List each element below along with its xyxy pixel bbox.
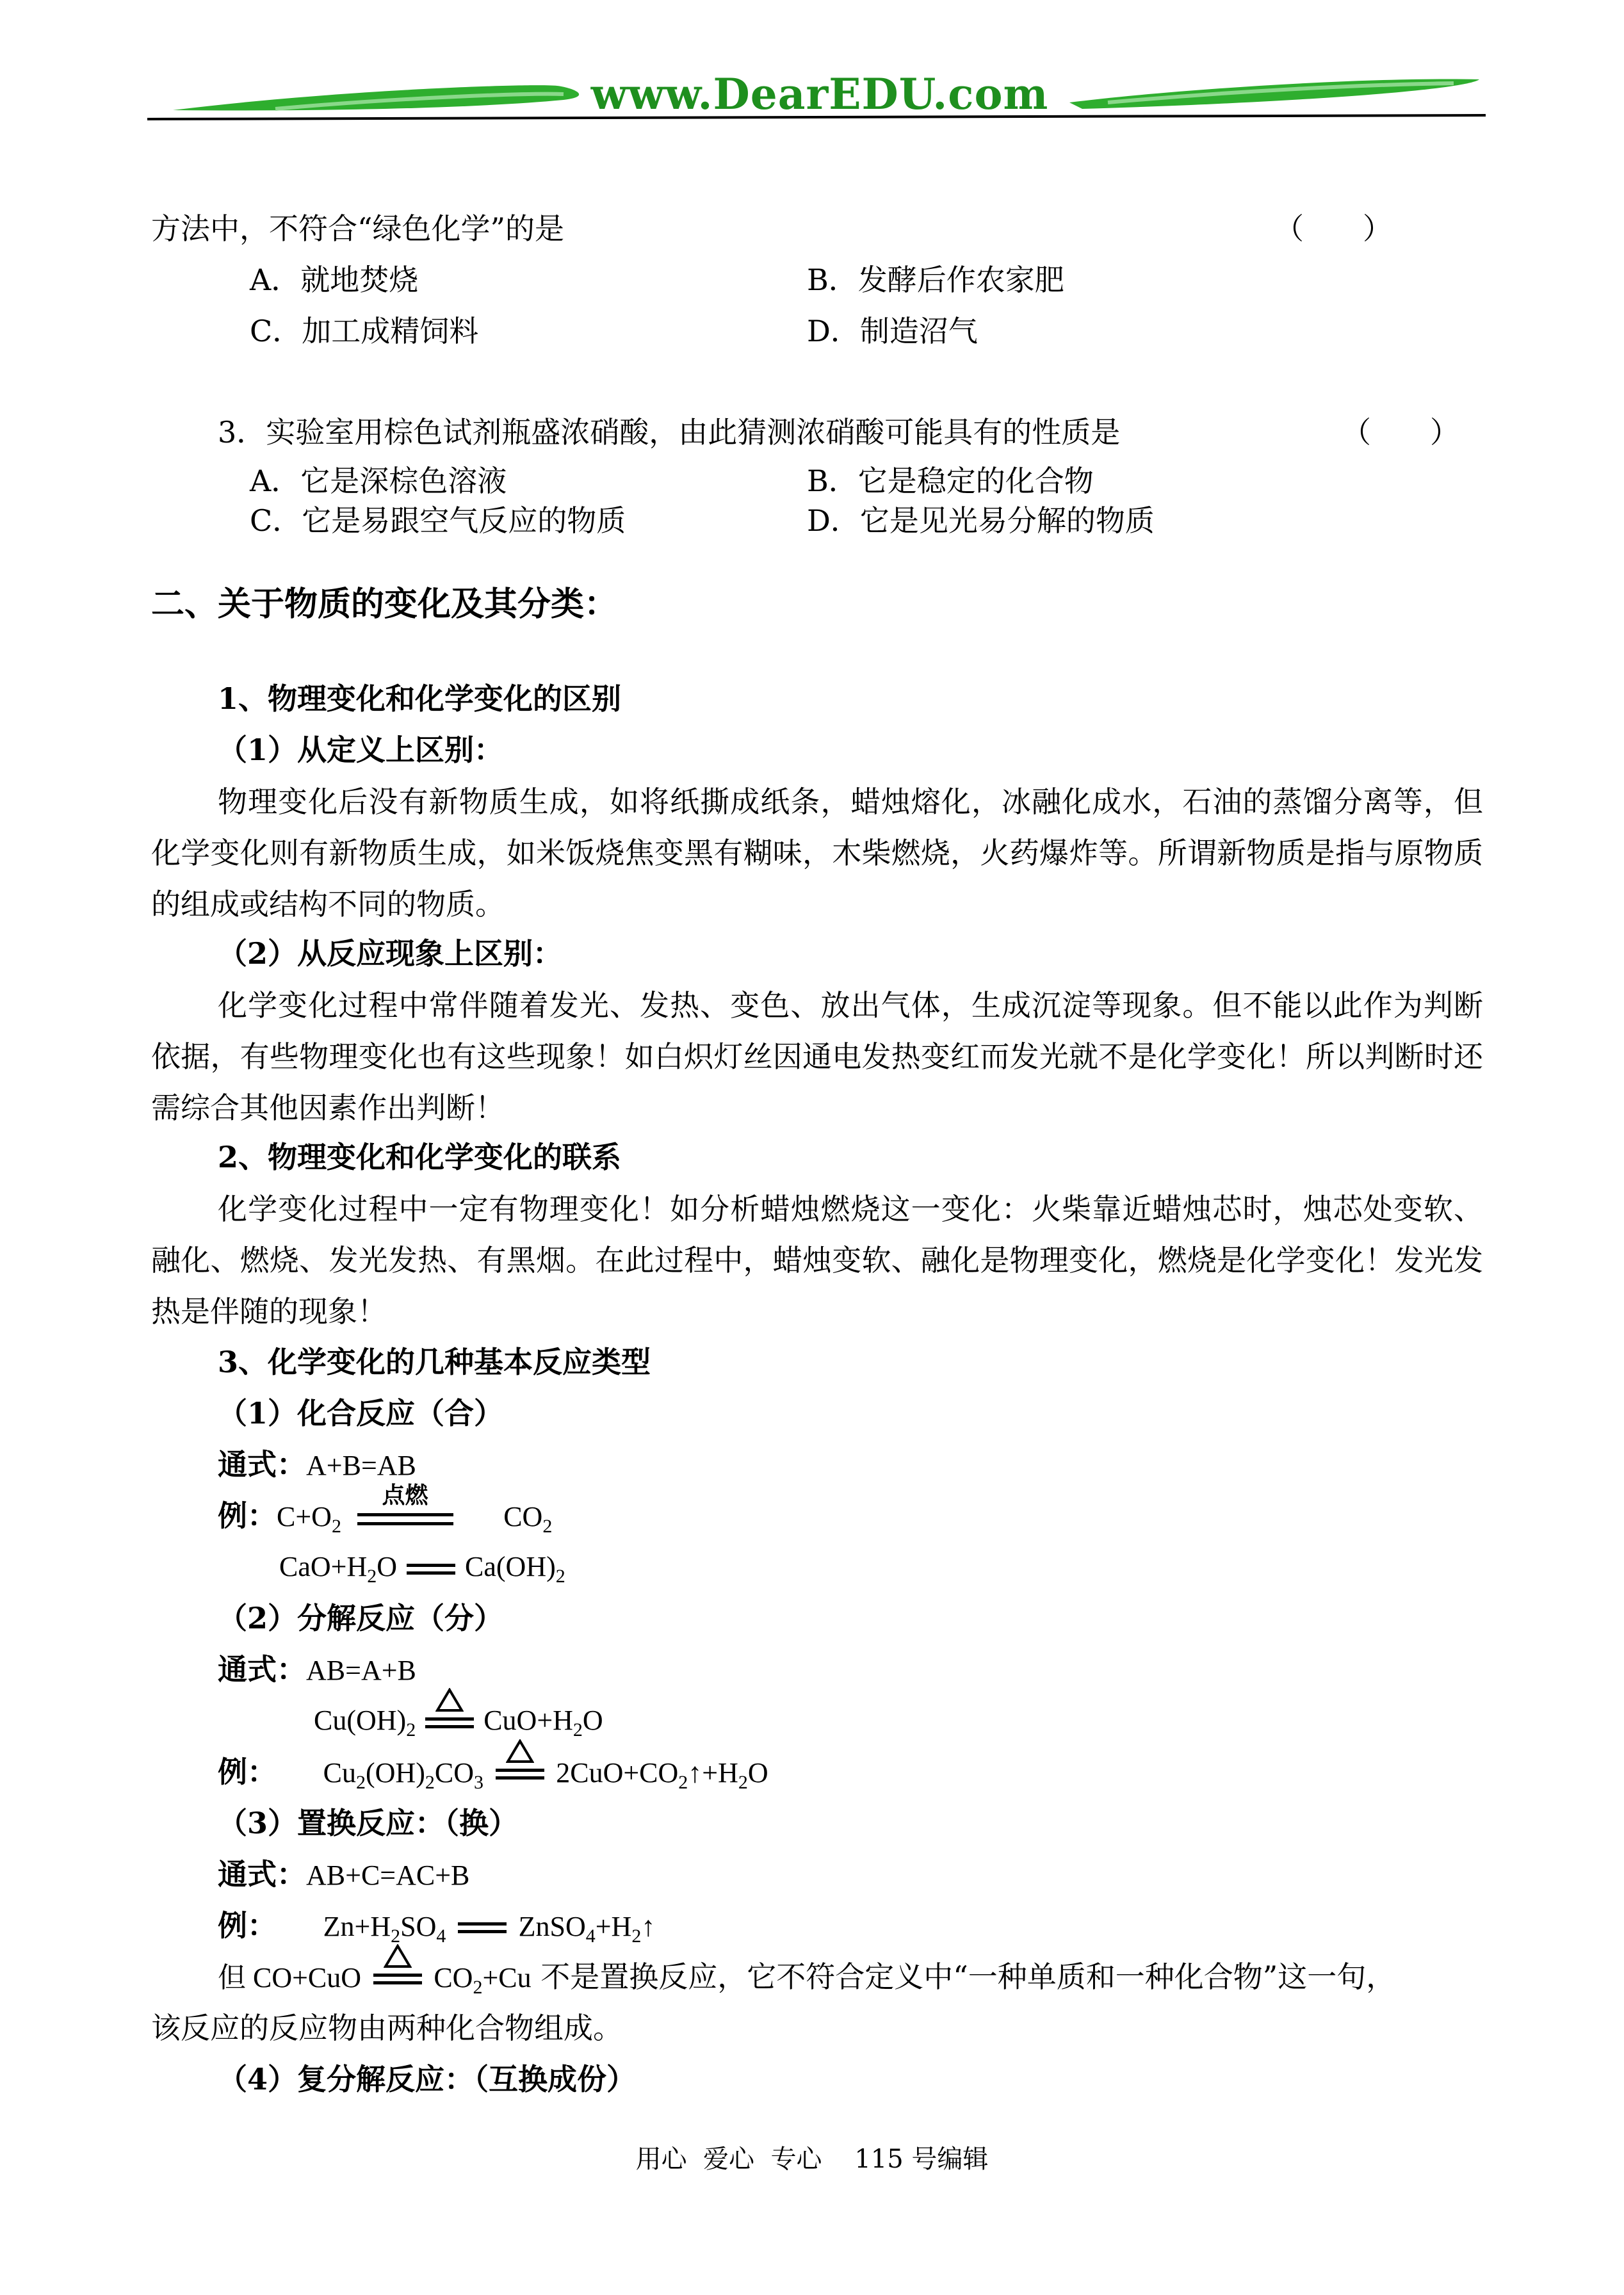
paragraph-connection: 化学变化过程中一定有物理变化！如分析蜡烛燃烧这一变化：火柴靠近蜡烛芯时，烛芯处变软、融化、燃烧、发光发热、有黑烟。在此过程中，蜡烛变软、融化是物理变化，燃烧是化学变化！发光发热是伴随的现象！ bbox=[151, 1192, 1483, 1329]
heading-3: 3、化学变化的几种基本反应类型 bbox=[218, 1345, 651, 1379]
q3-option-b: B．它是稳定的化合物 bbox=[807, 464, 1094, 498]
reaction-1-title: （1）化合反应（合） bbox=[218, 1396, 504, 1431]
q3-option-c: C．它是易跟空气反应的物质 bbox=[250, 503, 626, 538]
equals-sign bbox=[407, 1560, 455, 1579]
heat-arrow bbox=[373, 1970, 422, 1989]
q2-stem: 方法中，不符合“绿色化学”的是 bbox=[151, 211, 565, 246]
reaction-4-title: （4）复分解反应：（互换成份） bbox=[218, 2062, 637, 2096]
reaction-3-example: 例： $Zn+H_2SO_4$ $ZnSO_4+H_2↑$ bbox=[218, 1908, 656, 1947]
heading-2: 2、物理变化和化学变化的联系 bbox=[218, 1140, 622, 1174]
page-footer: 用心 爱心 专心 115 号编辑 bbox=[635, 2145, 989, 2174]
general-formula: AB+C=AC+B bbox=[306, 1860, 470, 1891]
heat-triangle-icon bbox=[384, 1944, 412, 1968]
q3-answer-bracket: （ ） bbox=[1342, 415, 1459, 450]
q2-option-d: D．制造沼气 bbox=[807, 314, 978, 348]
eq-rhs: $CO_2$ bbox=[503, 1501, 553, 1537]
eq-lhs: $C+O_2$ bbox=[277, 1501, 341, 1537]
equals-sign bbox=[458, 1918, 507, 1938]
example-label: 例： bbox=[218, 1908, 277, 1943]
note-text: 不是置换反应，它不符合定义中“一种单质和一种化合物”这一句， bbox=[540, 1959, 1396, 1994]
general-formula: AB=A+B bbox=[306, 1655, 416, 1686]
reaction-1-general bbox=[218, 1446, 416, 1484]
q2-option-a: A．就地焚烧 bbox=[250, 263, 419, 297]
reaction-2-general bbox=[218, 1651, 416, 1689]
section-title: 二、关于物质的变化及其分类： bbox=[151, 585, 618, 624]
q3-option-d: D．它是见光易分解的物质 bbox=[807, 503, 1155, 538]
heading-1-2: （2）从反应现象上区别： bbox=[218, 936, 563, 971]
reaction-2-title: （2）分解反应（分） bbox=[218, 1601, 504, 1635]
q2-option-c: C．加工成精饲料 bbox=[250, 314, 479, 348]
heat-arrow bbox=[425, 1714, 474, 1733]
reaction-1-example-1 bbox=[218, 1482, 553, 1545]
paragraph-definition: 物理变化后没有新物质生成，如将纸撕成纸条，蜡烛熔化，冰融化成水，石油的蒸馏分离等，但化学变化则有新物质生成，如米饭烧焦变黑有糊味，木柴燃烧，火药爆炸等。所谓新物质是指与原物质的组成或结构不同的物质。 bbox=[151, 784, 1483, 921]
reaction-1-example-2: $CaO+H_2O$ $Ca(OH)_2$ bbox=[279, 1551, 565, 1587]
example-label: 例： bbox=[218, 1755, 277, 1789]
general-label: 通式： bbox=[218, 1652, 306, 1687]
heat-triangle-icon bbox=[435, 1688, 464, 1712]
reaction-3-note-line-2: 该反应的反应物由两种化合物组成。 bbox=[151, 2011, 622, 2045]
reaction-2-example-1: $Cu(OH)_2$ $CuO+H_2O$ bbox=[314, 1702, 603, 1749]
heat-triangle-icon bbox=[506, 1739, 534, 1764]
heading-1: 1、物理变化和化学变化的区别 bbox=[218, 681, 622, 716]
heading-1-1: （1）从定义上区别： bbox=[218, 733, 504, 767]
header-banner bbox=[147, 64, 1486, 128]
example-label: 例： bbox=[218, 1498, 277, 1533]
condition-arrow bbox=[357, 1482, 453, 1531]
reaction-3-title: （3）置换反应：（换） bbox=[218, 1806, 519, 1840]
reaction-2-example-2: 例： $Cu_2(OH)_2CO_3$ $2CuO+CO_2↑+H_2O$ bbox=[218, 1753, 768, 1801]
q2-answer-bracket: （ ） bbox=[1274, 211, 1392, 246]
general-formula: A+B=AB bbox=[306, 1450, 416, 1481]
general-label: 通式： bbox=[218, 1857, 306, 1892]
reaction-3-general bbox=[218, 1856, 469, 1894]
condition-label: 点燃 bbox=[382, 1482, 428, 1509]
general-label: 通式： bbox=[218, 1447, 306, 1482]
paragraph-phenomena: 化学变化过程中常伴随着发光、发热、变色、放出气体，生成沉淀等现象。但不能以此作为判断依据，有些物理变化也有这些现象！如白炽灯丝因通电发热变红而发光就不是化学变化！所以判断时还需综合其他因素作出判断！ bbox=[151, 988, 1483, 1125]
reaction-3-note-line-1: 但 CO+CuO $CO_2+Cu$ 不是置换反应，它不符合定义中“一种单质和一种化合物”这一句， bbox=[218, 1958, 1395, 2006]
heat-arrow bbox=[496, 1765, 544, 1784]
q2-option-b: B．发酵后作农家肥 bbox=[807, 263, 1064, 297]
q3-stem: 3．实验室用棕色试剂瓶盛浓硝酸，由此猜测浓硝酸可能具有的性质是 bbox=[218, 415, 1121, 450]
q3-option-a: A．它是深棕色溶液 bbox=[250, 464, 507, 498]
header-site-text: www.DearEDU.com bbox=[590, 69, 1049, 119]
